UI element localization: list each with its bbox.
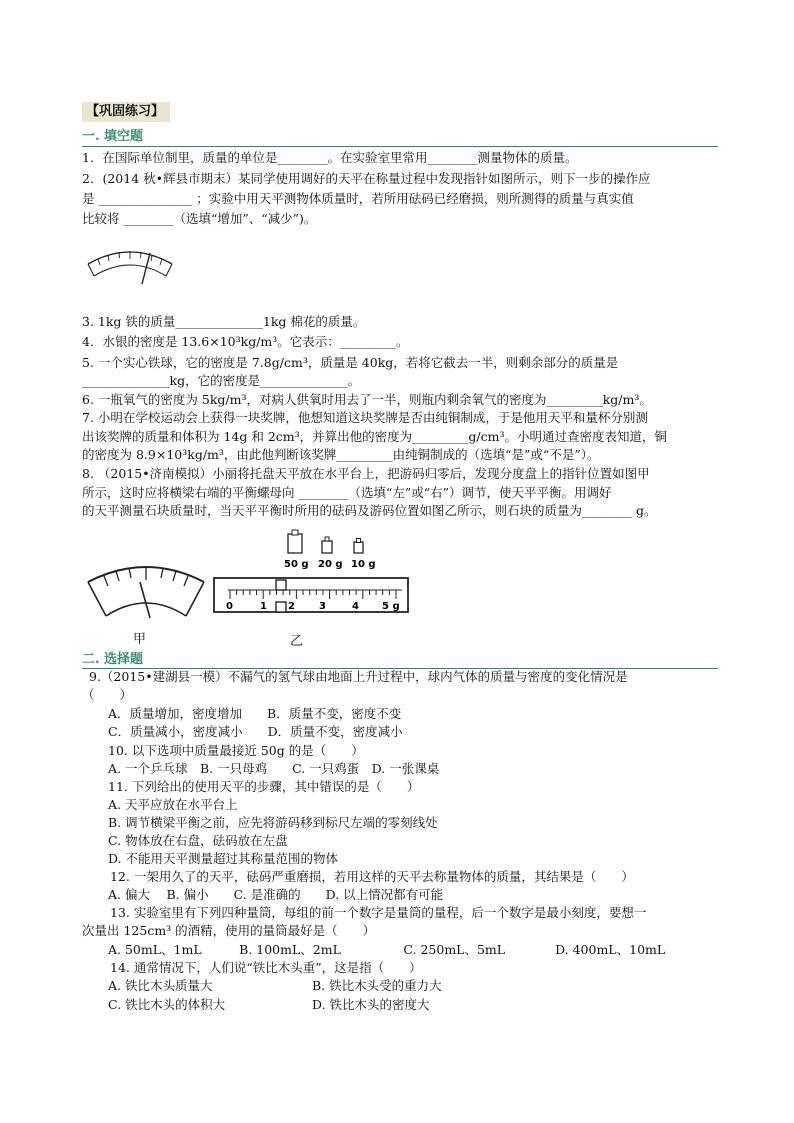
question-8-line-2: 所示，这时应将横梁右端的平衡螺母向 ________（选填“左”或“右”）调节，使天平平衡。用调好 <box>82 485 612 500</box>
ruler-tick-label-1: 1 <box>260 601 267 612</box>
question-7-line-2: 出该奖牌的质量和体积为 14g 和 2cm³，并算出他的密度为_________g/cm³。小明通过查密度表知道，铜 <box>82 429 667 444</box>
weight-50g-icon <box>288 534 302 553</box>
question-5-line-2: ______________kg，它的密度是______________。 <box>82 373 361 388</box>
ruler-tick-label-4: 4 <box>352 601 359 612</box>
question-4: 4．水银的密度是 13.6×10³kg/m³。它表示：_________。 <box>82 334 409 349</box>
ruler-tick-label-5: 5 g <box>382 601 400 612</box>
question-9-line-2: （ ） <box>82 687 133 702</box>
section-choice-title: 二. 选择题 <box>82 652 144 667</box>
rider-top <box>276 580 286 590</box>
figure-jia-dial <box>84 560 208 620</box>
rider-bottom <box>276 602 286 612</box>
question-7-line-3: 的密度为 8.9×10³kg/m³，由此他判断该奖牌_________由纯铜制成的（选填“是”或“不是”）。 <box>82 447 600 462</box>
figure-yi-weights-and-ruler <box>212 528 412 620</box>
question-14-option-c: C. 铁比木头的体积大 <box>108 997 226 1012</box>
question-11-option-d: D. 不能用天平测量超过其称量范围的物体 <box>108 851 339 866</box>
question-9-options-cd: C．质量减小，密度减小 D．质量不变，密度减小 <box>108 724 403 739</box>
question-13-line-1: 13. 实验室里有下列四种量筒，每组的前一个数字是量筒的量程，后一个数字是最小刻度，要想一 <box>110 905 647 920</box>
weight-10g-label: 10 g <box>351 559 376 570</box>
ruler-tick-label-0: 0 <box>226 601 233 612</box>
section-fill-blank-title: 一. 填空题 <box>82 129 144 144</box>
question-11-option-a: A. 天平应放在水平台上 <box>108 797 238 812</box>
question-6: 6. 一瓶氧气的密度为 5kg/m³，对病人供氧时用去了一半，则瓶内剩余氧气的密度为_________kg/m³。 <box>82 392 652 407</box>
question-14: 14. 通常情况下，人们说“铁比木头重”，这是指（ ） <box>110 960 422 975</box>
question-8-line-1: 8. （2015•济南模拟）小丽将托盘天平放在水平台上，把游码归零后，发现分度盘上的指针位置如图甲 <box>82 466 650 481</box>
question-2-line-3: 比较将 ________（选填“增加”、“减少”)。 <box>82 211 317 226</box>
question-9-line-1: 9.（2015•建湖县一模）不漏气的氢气球由地面上升过程中，球内气体的质量与密度的变化情况是 <box>89 669 628 684</box>
question-11: 11. 下列给出的使用天平的步骤，其中错误的是（ ） <box>108 779 420 794</box>
ruler-tick-label-3: 3 <box>319 601 326 612</box>
question-13-options: A. 50mL、1mL B. 100mL、2mL C. 250mL、5mL D. 400mL、10mL <box>108 942 666 957</box>
balance-pointer-dial-figure <box>84 240 176 302</box>
weight-10g-icon <box>354 542 363 553</box>
question-3: 3. 1kg 铁的质量______________1kg 棉花的质量。 <box>82 314 366 329</box>
ruler-tick-label-2: 2 <box>288 601 295 612</box>
question-12-options: A. 偏大 B. 偏小 C. 是准确的 D. 以上情况都有可能 <box>108 887 444 902</box>
weight-20g-label: 20 g <box>318 559 343 570</box>
question-11-option-b: B. 调节横梁平衡之前，应先将游码移到标尺左端的零刻线处 <box>108 815 438 830</box>
question-14-option-d: D. 铁比木头的密度大 <box>312 997 430 1012</box>
question-2-line-2: 是 _______________ ；实验中用天平测物体质量时，若所用砝码已经磨损，则所测得的质量与真实值 <box>82 191 634 206</box>
question-7-line-1: 7. 小明在学校运动会上获得一块奖牌，他想知道这块奖牌是否由纯铜制成，于是他用天平和量杯分别测 <box>82 410 648 425</box>
figure-jia-label: 甲 <box>133 632 147 647</box>
question-14-option-b: B. 铁比木头受的重力大 <box>312 978 442 993</box>
question-14-option-a: A. 铁比木头质量大 <box>108 978 213 993</box>
question-1: 1．在国际单位制里，质量的单位是________。在实验室里常用________测量物体的质量。 <box>82 150 578 165</box>
weight-20g-icon <box>322 541 332 553</box>
question-8-line-3: 的天平测量石块质量时，当天平平衡时所用的砝码及游码位置如图乙所示，则石块的质量为________ g。 <box>82 503 657 518</box>
question-10: 10. 以下选项中质量最接近 50g 的是（ ） <box>108 743 364 758</box>
section-divider <box>82 146 718 147</box>
question-5-line-1: 5. 一个实心铁球，它的密度是 7.8g/cm³，质量是 40kg，若将它截去一半，则剩余部分的质量是 <box>82 355 619 370</box>
question-9-options-ab: A．质量增加，密度增加 B．质量不变，密度不变 <box>108 706 402 721</box>
figure-yi-label: 乙 <box>290 634 304 649</box>
question-13-line-2: 次量出 125cm³ 的酒精，使用的量筒最好是（ ） <box>82 923 376 938</box>
question-11-option-c: C. 物体放在右盘，砝码放在左盘 <box>108 833 288 848</box>
weight-50g-label: 50 g <box>284 559 309 570</box>
section-header-tag: 【巩固练习】 <box>82 102 170 122</box>
question-2-line-1: 2．(2014 秋•辉县市期末）某同学使用调好的天平在称量过程中发现指针如图所示，则下一步的操作应 <box>82 171 651 186</box>
question-10-options: A. 一个乒乓球 B. 一只母鸡 C. 一只鸡蛋 D. 一张课桌 <box>108 761 440 776</box>
question-12: 12. 一架用久了的天平，砝码严重磨损，若用这样的天平去称量物体的质量，其结果是（ ） <box>110 869 634 884</box>
